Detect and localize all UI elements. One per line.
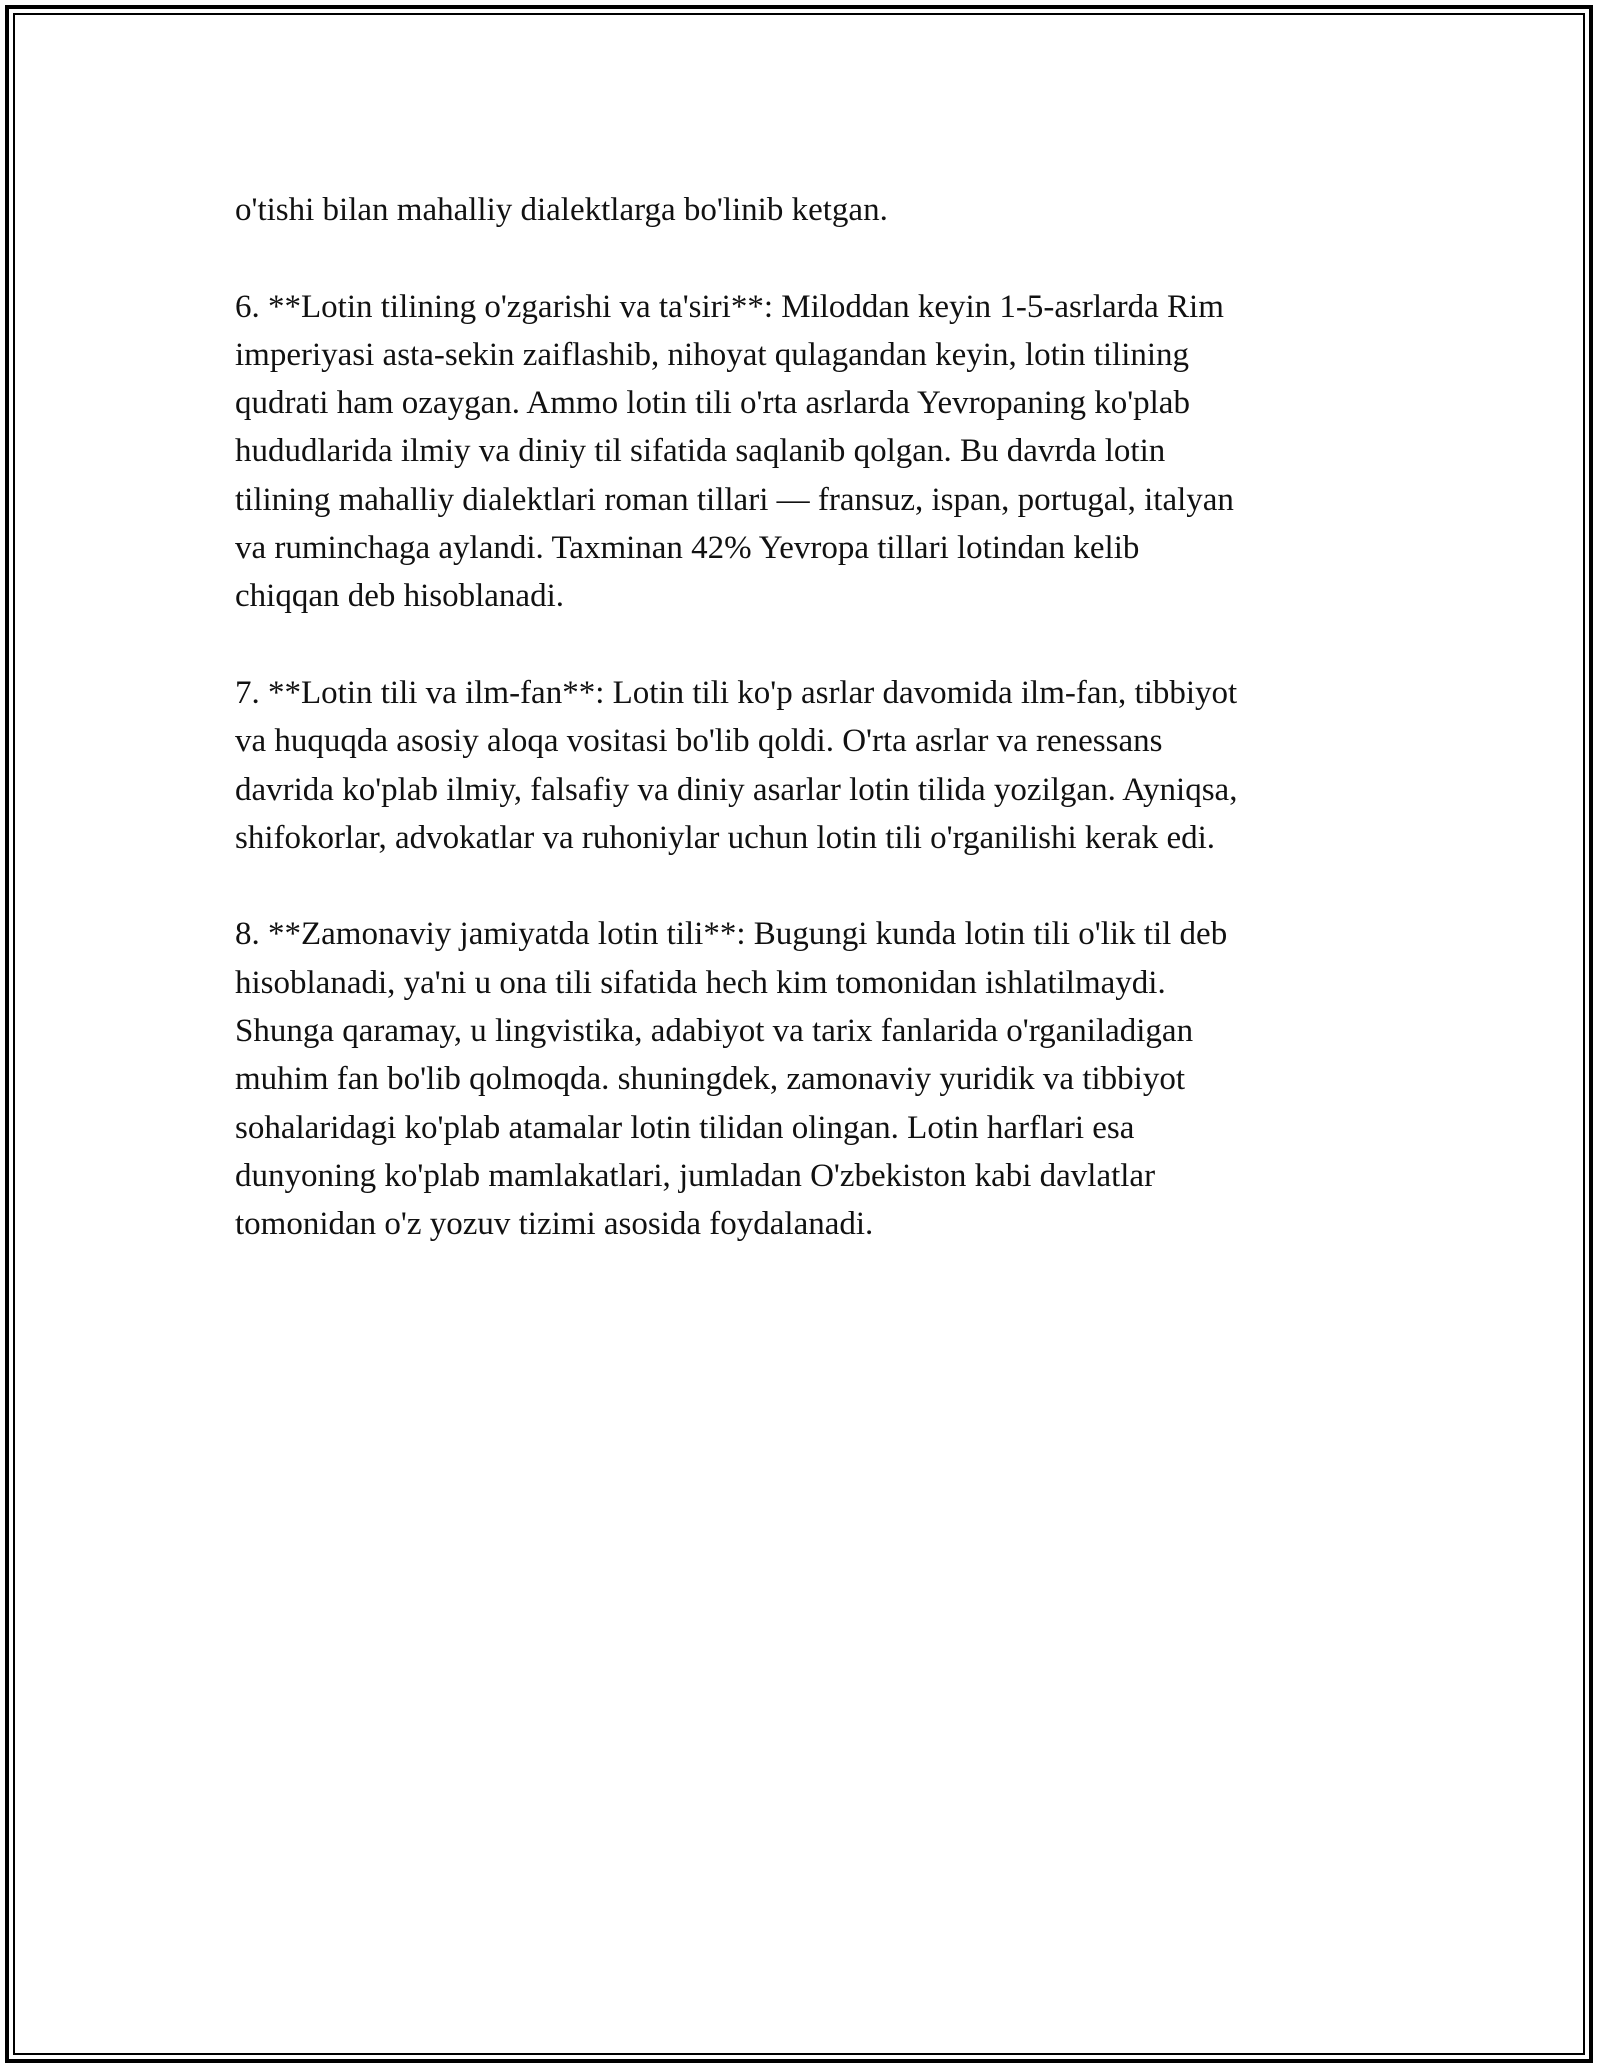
paragraph-gap (235, 862, 1395, 910)
text-line: shifokorlar, advokatlar va ruhoniylar uchun lotin tili o'rganilishi kerak edi. (235, 819, 1216, 856)
text-line: tomonidan o'z yozuv tizimi asosida foydalanadi. (235, 1206, 874, 1243)
text-line: muhim fan bo'lib qolmoqda. shuningdek, zamonaviy yuridik va tibbiyot (235, 1061, 1185, 1098)
text-line: qudrati ham ozaygan. Ammo lotin tili o'rta asrlarda Yevropaning ko'plab (235, 385, 1190, 422)
text-line: hisoblanadi, ya'ni u ona tili sifatida hech kim tomonidan ishlatilmaydi. (235, 964, 1166, 1001)
paragraph-item-8 (235, 910, 1395, 1248)
text-line: chiqqan deb hisoblanadi. (235, 578, 565, 615)
text-line: o'tishi bilan mahalliy dialektlarga bo'linib ketgan. (235, 192, 888, 228)
text-line: va ruminchaga aylandi. Taxminan 42% Yevropa tillari lotindan kelib (235, 530, 1140, 567)
text-line: 8. **Zamonaviy jamiyatda lotin tili**: Bugungi kunda lotin tili o'lik til deb (235, 916, 1228, 953)
paragraph-item-7 (235, 669, 1395, 862)
paragraph-gap (235, 234, 1395, 282)
text-line: Shunga qaramay, u lingvistika, adabiyot va tarix fanlarida o'rganiladigan (235, 1013, 1194, 1050)
text-line: hududlarida ilmiy va diniy til sifatida saqlanib qolgan. Bu davrda lotin (235, 433, 1166, 470)
paragraph-item-6 (235, 283, 1395, 621)
paragraph-gap (235, 621, 1395, 669)
text-line: 6. **Lotin tilining o'zgarishi va ta'siri**: Miloddan keyin 1-5-asrlarda Rim (235, 288, 1224, 325)
text-line: sohalaridagi ko'plab atamalar lotin tilidan olingan. Lotin harflari esa (235, 1109, 1135, 1146)
text-line: tilining mahalliy dialektlari roman tillari — fransuz, ispan, portugal, italyan (235, 481, 1234, 518)
paragraph-continuation (235, 186, 1395, 234)
text-line: imperiyasi asta-sekin zaiflashib, nihoyat qulagandan keyin, lotin tilining (235, 336, 1190, 373)
document-body (235, 186, 1395, 1249)
text-line: 7. **Lotin tili va ilm-fan**: Lotin tili ko'p asrlar davomida ilm-fan, tibbiyot (235, 674, 1238, 711)
text-line: va huquqda asosiy aloqa vositasi bo'lib qoldi. O'rta asrlar va renessans (235, 723, 1163, 760)
text-line: davrida ko'plab ilmiy, falsafiy va diniy asarlar lotin tilida yozilgan. Ayniqsa, (235, 771, 1238, 808)
text-line: dunyoning ko'plab mamlakatlari, jumladan O'zbekiston kabi davlatlar (235, 1157, 1156, 1194)
